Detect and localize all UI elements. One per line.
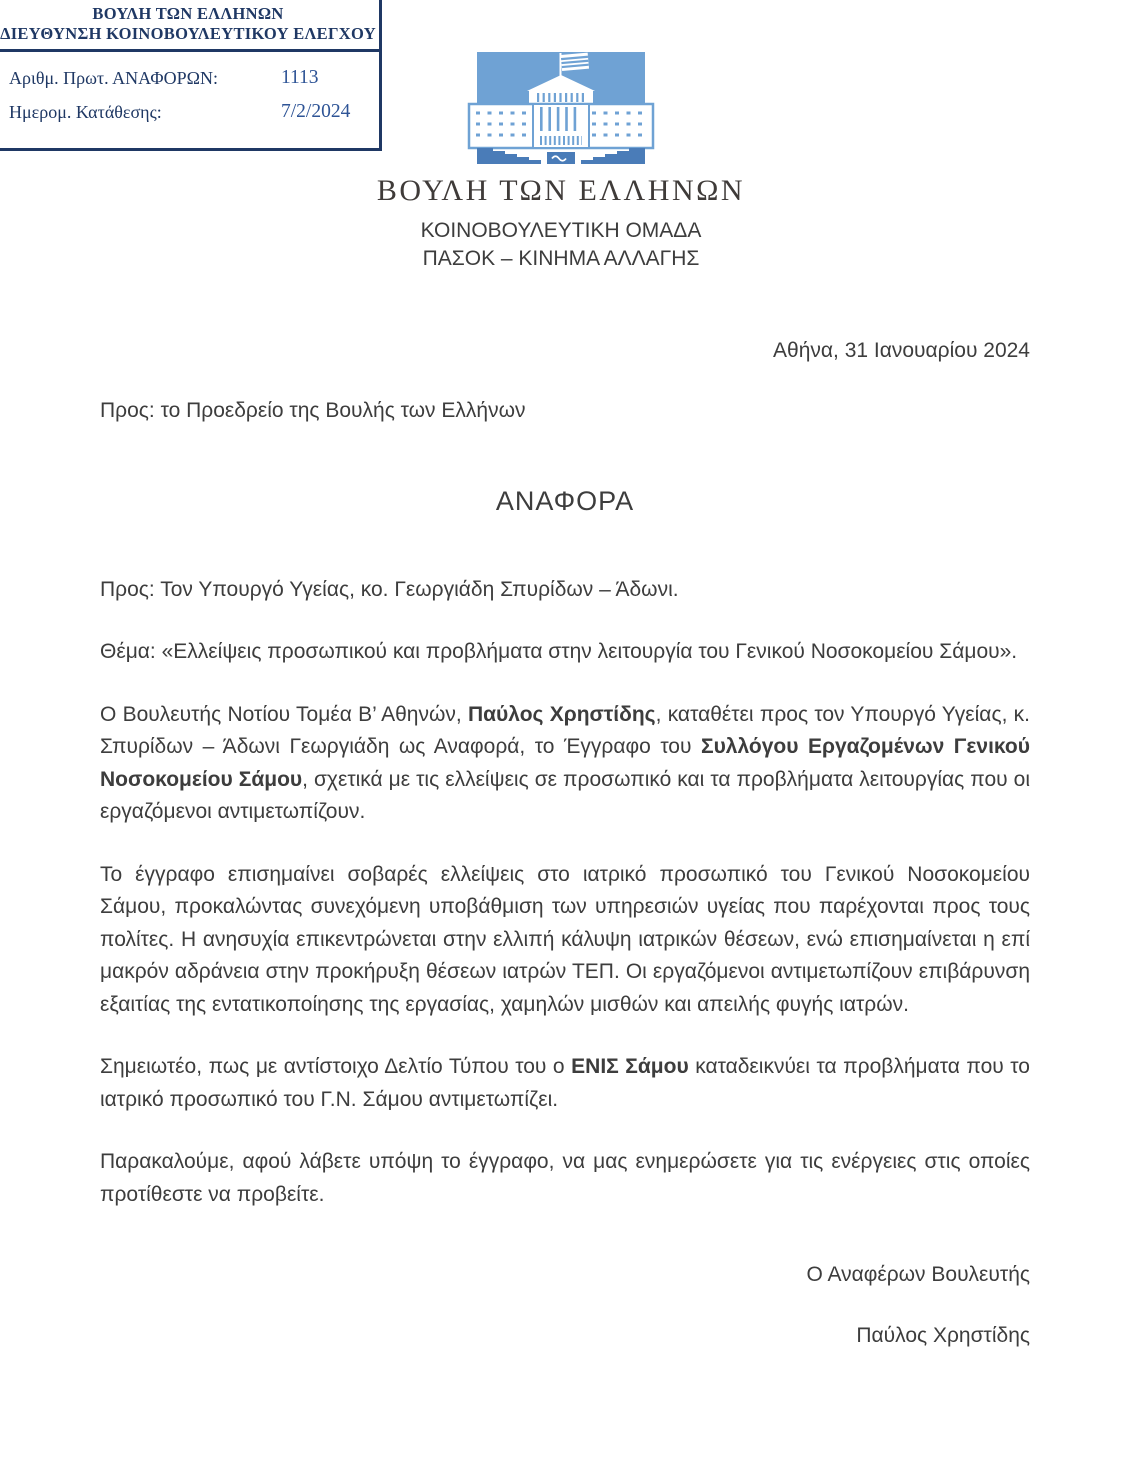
place-and-date: Αθήνα, 31 Ιανουαρίου 2024: [773, 339, 1030, 362]
filing-date-value: 7/2/2024: [281, 101, 351, 122]
signature-role: Ο Αναφέρων Βουλευτής: [806, 1263, 1030, 1286]
document-type-heading: ΑΝΑΦΟΡΑ: [495, 486, 635, 516]
paragraph-submission-mid: , καταθέτει προς τον Υπουργό Υγείας, κ. Σπυρίδων – Άδωνι Γεωργιάδη ως Αναφορά, το Έγγραφο του: [100, 702, 1031, 758]
signature-name: Παύλος Χρηστίδης: [856, 1323, 1030, 1347]
paragraph-press-release: [100, 1051, 1030, 1116]
stamp-header: [0, 0, 379, 52]
stamp-directorate-line: ΔΙΕΥΘΥΝΣΗ ΚΟΙΝΟΒΟΥΛΕΥΤΙΚΟΥ ΕΛΕΓΧΟΥ: [0, 24, 376, 43]
protocol-number-row: [9, 68, 371, 89]
parliamentary-group-line: ΚΟΙΝΟΒΟΥΛΕΥΤΙΚΗ ΟΜΑΔΑ: [420, 219, 702, 242]
paragraph-shortages: Το έγγραφο επισημαίνει σοβαρές ελλείψεις στο ιατρικό προσωπικό του Γενικού Νοσοκομείου Σάμου, προκαλώντας συνεχόμενη υποβάθμιση των υπηρεσιών υγείας που παρέχονται προς τους πολίτες. Η ανησυχία επικεντρώνεται στην ελλιπή κάλυψη ιατρικών θέσεων, ενώ επισημαίνεται η επί μακρόν αδράνεια στην προκήρυξη θέσεων ιατρών ΤΕΠ. Οι εργαζόμενοι αντιμετωπίζουν επιβάρυνση εξαιτίας της εντατικοποίησης της εργασίας, χαμηλών μισθών και απειλής φυγής ιατρών.: [100, 862, 1030, 1016]
paragraph-submission-text: Ο Βουλευτής Νοτίου Τομέα Β’ Αθηνών,: [100, 702, 468, 726]
paragraph-press-release-pre: Σημειωτέο, πως με αντίστοιχο Δελτίο Τύπου του ο: [100, 1055, 572, 1078]
recipient-minister: Προς: Τον Υπουργό Υγείας, κο. Γεωργιάδη Σπυρίδων – Άδωνι.: [100, 577, 679, 601]
filing-date-row: [9, 102, 371, 123]
enis-samou-bold: ΕΝΙΣ Σάμου: [571, 1055, 689, 1078]
protocol-number-value: 1113: [281, 67, 319, 88]
stamp-parliament-line: ΒΟΥΛΗ ΤΩΝ ΕΛΛΗΝΩΝ: [92, 4, 284, 23]
paragraph-press-release-post: καταδεικνύει τα προβλήματα που το ιατρικό προσωπικό του Γ.Ν. Σάμου αντιμετωπίζει.: [100, 1055, 1030, 1111]
parliament-building-icon: [463, 44, 659, 164]
workers-association-bold: Συλλόγου Εργαζομένων Γενικού Νοσοκομείου Σάμου: [100, 735, 1030, 791]
paragraph-request: Παρακαλούμε, αφού λάβετε υπόψη το έγγραφο, να μας ενημερώσετε για τις ενέργειες στις οποίες προτίθεστε να προβείτε.: [100, 1150, 1030, 1206]
stamp-fields: [0, 52, 379, 148]
registry-stamp: [0, 0, 382, 151]
paragraph-submission-end: , σχετικά με τις ελλείψεις σε προσωπικό και τα προβλήματα λειτουργίας που οι εργαζόμενοι αντιμετωπίζουν.: [100, 767, 1030, 823]
filing-date-label: Ημερομ. Κατάθεσης:: [9, 102, 162, 122]
parliament-title: ΒΟΥΛΗ ΤΩΝ ΕΛΛΗΝΩΝ: [376, 174, 746, 207]
recipient-presidium: Προς: το Προεδρείο της Βουλής των Ελλήνων: [100, 398, 526, 422]
protocol-number-label: Αριθμ. Πρωτ. ΑΝΑΦΟΡΩΝ:: [9, 68, 218, 88]
mp-name-bold: Παύλος Χρηστίδης: [467, 702, 656, 726]
party-name-line: ΠΑΣΟΚ – ΚΙΝΗΜΑ ΑΛΛΑΓΗΣ: [422, 247, 700, 270]
subject-line: Θέμα: «Ελλείψεις προσωπικού και προβλήματα στην λειτουργία του Γενικού Νοσοκομείου Σάμου».: [100, 640, 1018, 663]
paragraph-submission: [100, 699, 1030, 829]
letter-body: [100, 335, 1030, 1352]
